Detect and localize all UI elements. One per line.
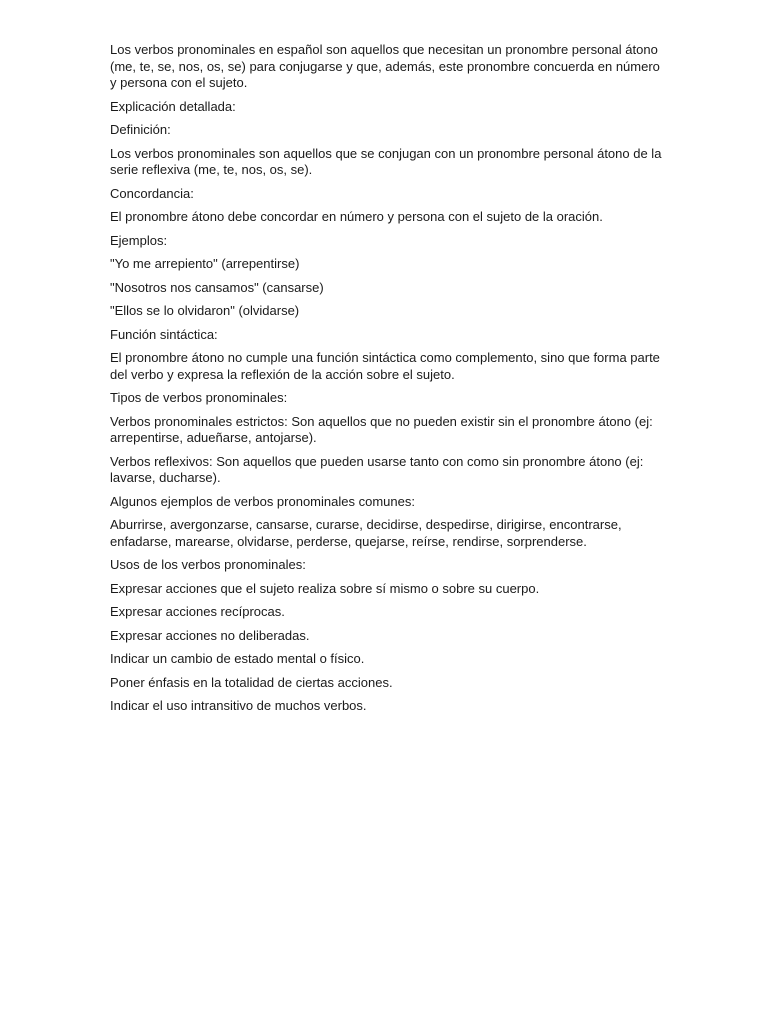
- heading-agreement: Concordancia:: [110, 185, 194, 201]
- intro-paragraph: Los verbos pronominales en español son aquellos que necesitan un pronombre personal átono (me, te, se, nos, os, se) para conjugarse y que, además, este pronombre concuerda en número y persona con el sujeto.: [110, 42, 660, 90]
- heading-uses: Usos de los verbos pronominales:: [110, 557, 306, 572]
- use-item: Expresar acciones recíprocas.: [110, 604, 285, 619]
- agreement-paragraph: El pronombre átono debe concordar en número y persona con el sujeto de la oración.: [110, 209, 603, 224]
- heading-examples: Ejemplos:: [110, 232, 168, 248]
- syntactic-function-paragraph: El pronombre átono no cumple una función sintáctica como complemento, sino que forma parte del verbo y expresa la reflexión de la acción sobre el sujeto.: [110, 350, 660, 382]
- heading-detailed-explanation: Explicación detallada:: [110, 98, 236, 114]
- type-reflexive-paragraph: Verbos reflexivos: Son aquellos que pueden usarse tanto con como sin pronombre átono (ej: lavarse, ducharse).: [110, 453, 644, 485]
- heading-definition: Definición:: [110, 122, 171, 137]
- example-item: "Ellos se lo olvidaron" (olvidarse): [110, 303, 300, 318]
- example-item: "Nosotros nos cansamos" (cansarse): [110, 279, 324, 295]
- use-item: Poner énfasis en la totalidad de ciertas acciones.: [110, 674, 393, 690]
- definition-paragraph: Los verbos pronominales son aquellos que se conjugan con un pronombre personal átono de la serie reflexiva (me, te, nos, os, se).: [110, 145, 662, 177]
- example-item: "Yo me arrepiento" (arrepentirse): [110, 256, 300, 271]
- use-item: Expresar acciones que el sujeto realiza sobre sí mismo o sobre su cuerpo.: [110, 580, 540, 596]
- use-item: Indicar un cambio de estado mental o físico.: [110, 651, 365, 666]
- heading-common-examples: Algunos ejemplos de verbos pronominales comunes:: [110, 493, 415, 509]
- heading-types: Tipos de verbos pronominales:: [110, 390, 288, 405]
- common-examples-paragraph: Aburrirse, avergonzarse, cansarse, curarse, decidirse, despedirse, dirigirse, encontrarse, enfadarse, marearse, olvidarse, perderse, quejarse, reírse, rendirse, sorprenderse.: [110, 517, 622, 549]
- use-item: Expresar acciones no deliberadas.: [110, 627, 310, 643]
- heading-syntactic-function: Función sintáctica:: [110, 326, 218, 342]
- type-strict-paragraph: Verbos pronominales estrictos: Son aquellos que no pueden existir sin el pronombre átono (ej: arrepentirse, adueñarse, antojarse).: [110, 413, 653, 445]
- use-item: Indicar el uso intransitivo de muchos verbos.: [110, 698, 367, 713]
- document-page: [110, 42, 670, 722]
